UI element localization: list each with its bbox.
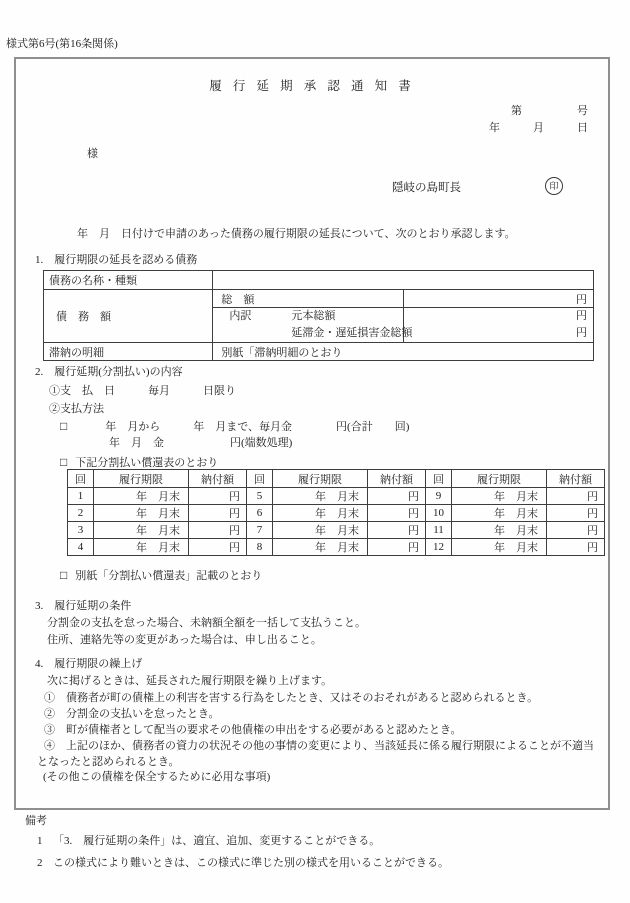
doc-number-line: 第 号 [511,105,588,117]
total-amount-label: 総 額 [213,290,403,308]
installment-amount: 円 [189,488,247,505]
col-header-deadline: 履行期限 [94,470,189,488]
installment-amount: 円 [189,522,247,539]
installment-amount: 円 [368,488,426,505]
principal-amount-value: 円 [576,310,587,322]
total-amount-value: 円 [403,290,593,308]
installment-no: 8 [247,539,273,556]
installment-deadline: 年 月末 [452,488,547,505]
condition-line-1: 分割金の支払を怠った場合、未納額全額を一括して支払うこと。 [47,617,366,629]
installment-deadline: 年 月末 [273,488,368,505]
installment-amount: 円 [368,539,426,556]
installment-no: 1 [68,488,94,505]
seal-stamp-icon: 印 [545,177,563,195]
installment-amount: 円 [368,522,426,539]
form-number-note: 様式第6号(第16条関係) [6,38,118,50]
section2-heading: 2. 履行延期(分割払い)の内容 [35,366,183,378]
installment-deadline: 年 月末 [273,522,368,539]
attached-schedule-text: 別紙「分割払い償還表」記載のとおり [75,570,263,582]
monthly-payment-option [60,419,409,434]
principal-label: 元本総額 [291,310,336,322]
attached-schedule-option [60,568,262,583]
breakdown-amount-cell [403,308,593,343]
schedule-table-option [60,455,218,470]
debt-amount-label: 債 務 額 [44,290,213,343]
installment-no: 10 [426,505,452,522]
col-header-deadline: 履行期限 [452,470,547,488]
doc-number-date-block [489,103,588,137]
remark-item [37,856,449,871]
installment-no: 4 [68,539,94,556]
section3-heading: 3. 履行延期の条件 [35,600,132,612]
installment-amount: 円 [547,522,605,539]
monthly-payment-checkbox[interactable]: □ [60,419,68,433]
debt-table [43,270,594,361]
installment-no: 5 [247,488,273,505]
acceleration-item-4: ④ 上記のほか、債務者の資力の状況その他の事情の変更により、当該延長に係る履行期限によることが不適当となったと認められるとき。 [37,740,594,768]
doc-date-line: 年 月 日 [489,122,588,134]
installment-schedule-table [67,469,605,556]
debt-name-value [213,271,594,290]
installment-amount: 円 [547,488,605,505]
remarks-heading: 備考 [25,815,47,827]
addressee-honorific: 様 [87,148,98,160]
acceleration-items [37,690,597,770]
installment-deadline: 年 月末 [273,505,368,522]
installment-no: 3 [68,522,94,539]
preservation-note: (その他この債権を保全するために必用な事項) [43,771,271,783]
acceleration-item-1: ① 債務者が町の債権上の利害を害する行為をしたとき、又はそのおそれがあると認められるとき。 [44,692,539,704]
col-header-amount: 納付額 [547,470,605,488]
col-header-no: 回 [247,470,273,488]
condition-line-2: 住所、連絡先等の変更があった場合は、申し出ること。 [47,634,322,646]
installment-amount: 円 [189,505,247,522]
installment-amount: 円 [547,505,605,522]
remark-text: 「3. 履行延期の条件」は、適宜、追加、変更することができる。 [53,835,381,847]
remark-number: 2 [37,857,43,869]
attached-schedule-checkbox[interactable]: □ [60,568,68,582]
installment-deadline: 年 月末 [452,505,547,522]
col-header-amount: 納付額 [189,470,247,488]
installment-deadline: 年 月末 [94,488,189,505]
acceleration-item-2: ② 分割金の支払いを怠ったとき。 [44,708,220,720]
schedule-table-checkbox[interactable]: □ [60,455,68,469]
installment-deadline: 年 月末 [452,539,547,556]
document-title: 履 行 延 期 承 認 通 知 書 [209,79,415,93]
breakdown-cell [213,308,413,343]
installment-deadline: 年 月末 [94,522,189,539]
section1-heading: 1. 履行期限の延長を認める債務 [35,254,198,266]
col-header-no: 回 [68,470,94,488]
col-header-amount: 納付額 [368,470,426,488]
section4-heading: 4. 履行期限の繰上げ [35,658,143,670]
debt-name-label: 債務の名称・種類 [44,271,213,290]
acceleration-intro: 次に掲げるときは、延長された履行期限を繰り上げます。 [47,675,333,687]
installment-no: 7 [247,522,273,539]
remark-text: この様式により難いときは、この様式に準じた別の様式を用いることができる。 [53,857,449,869]
installment-no: 6 [247,505,273,522]
installment-amount: 円 [547,539,605,556]
installment-no: 9 [426,488,452,505]
latefee-label: 延滞金・遅延損害金総額 [291,327,413,339]
monthly-payment-text: 年 月から 年 月まで、毎月金 円(合計 回) [105,421,410,433]
arrears-value: 別紙「滞納明細のとおり [213,343,594,361]
payment-day-line: ①支 払 日 毎月 日限り [49,385,236,397]
latefee-amount-value: 円 [576,327,587,339]
arrears-label: 滞納の明細 [44,343,213,361]
approval-statement: 年 月 日付けで申請のあった債務の履行期限の延長について、次のとおり承認します。 [77,228,516,240]
installment-amount: 円 [368,505,426,522]
schedule-row [68,539,605,556]
schedule-row [68,488,605,505]
installment-no: 2 [68,505,94,522]
form-border-frame [14,57,610,810]
installment-deadline: 年 月末 [452,522,547,539]
sender-title: 隠岐の島町長 [392,182,461,194]
schedule-row [68,505,605,522]
installment-no: 11 [426,522,452,539]
col-header-no: 回 [426,470,452,488]
breakdown-label: 内訳 [229,310,252,322]
installment-deadline: 年 月末 [94,539,189,556]
remainder-payment-text: 年 月 金 円(端数処理) [109,437,293,449]
col-header-deadline: 履行期限 [273,470,368,488]
schedule-table-text: 下記分割払い償還表のとおり [75,457,219,469]
schedule-row [68,522,605,539]
payment-method-line: ②支払方法 [49,403,104,415]
installment-amount: 円 [189,539,247,556]
acceleration-item-3: ③ 町が債権者として配当の要求その他債権の申出をする必要があると認めたとき。 [44,724,462,736]
installment-deadline: 年 月末 [94,505,189,522]
installment-no: 12 [426,539,452,556]
remark-number: 1 [37,835,43,847]
installment-deadline: 年 月末 [273,539,368,556]
remark-item [37,834,380,849]
